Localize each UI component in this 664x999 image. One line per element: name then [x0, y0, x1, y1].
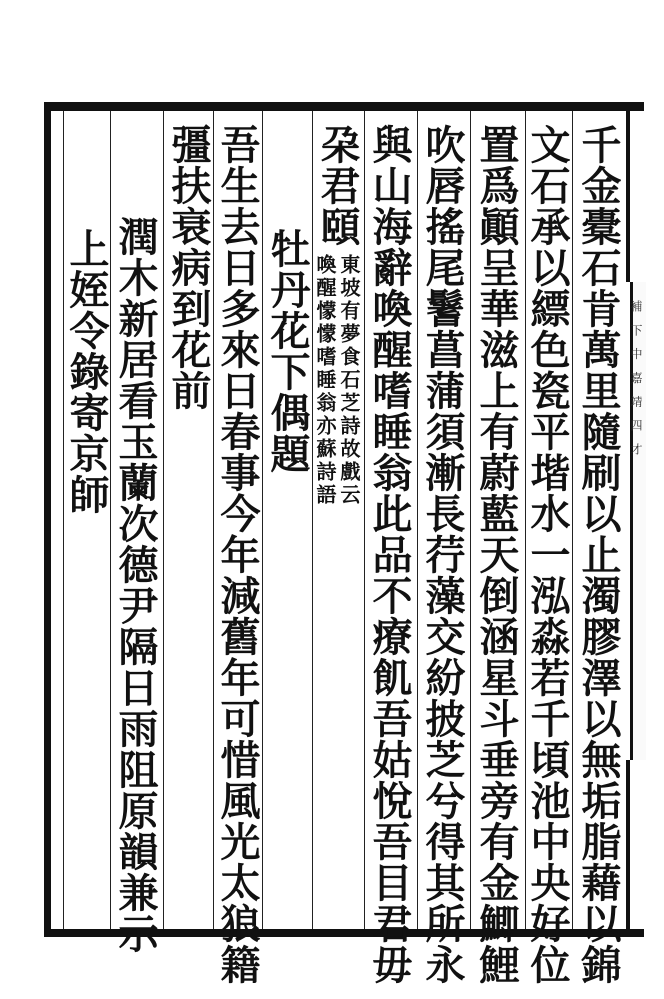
- column-rule: [163, 111, 164, 929]
- text-column-9: 潤木新居看玉蘭次德尹隔日雨阻原韻兼示: [112, 216, 159, 954]
- column-rule: [364, 111, 365, 929]
- text-column-6: 朶君頤: [314, 124, 361, 247]
- text-column-3: 置爲顚呈華滋上有蔚藍天倒涵星斗垂旁有金鯽鯉: [473, 124, 520, 985]
- frame-right-border-upper: [626, 102, 630, 282]
- column-rule: [262, 111, 263, 929]
- column-rule: [470, 111, 471, 929]
- column-rule: [417, 111, 418, 929]
- column-rule: [312, 111, 313, 929]
- text-column-1: 千金橐石肯萬里隨刷以止濁膠澤以無垢脂藉以錦: [575, 124, 622, 985]
- column-rule: [572, 111, 573, 929]
- column-rule: [110, 111, 111, 929]
- text-column-4: 吹唇搖尾鬐菖蒲須漸長荇藻交紛披芝兮得其所永: [419, 124, 466, 985]
- text-column-2: 文石承以縹色瓷平堦水一泓淼若千頃池中央好位: [524, 124, 571, 985]
- text-column-5: 與山海辭喚醒嗜睡翁此品不療飢吾姑悅吾目君毋: [366, 124, 413, 985]
- text-column-7: 吾生去日多來日春事今年減舊年可惜風光太狼籍: [214, 124, 261, 985]
- frame-right-border-lower: [626, 760, 630, 937]
- annotation-right-column: 東坡有夢食石芝詩故戲云: [337, 254, 361, 507]
- frame-left-border: [44, 102, 51, 937]
- poem-heading: 牡丹花下偶題: [264, 228, 311, 474]
- text-column-8: 彊扶衰病到花前: [165, 124, 212, 411]
- fold-edge-text: 補 下 中 嘉 靖 四 才: [629, 300, 643, 459]
- annotation-left-column: 喚醒懞懞嗜睡翁亦蘇詩語: [313, 254, 337, 507]
- text-column-10: 上姪令錄寄京師: [63, 228, 110, 515]
- frame-top-border: [44, 102, 644, 111]
